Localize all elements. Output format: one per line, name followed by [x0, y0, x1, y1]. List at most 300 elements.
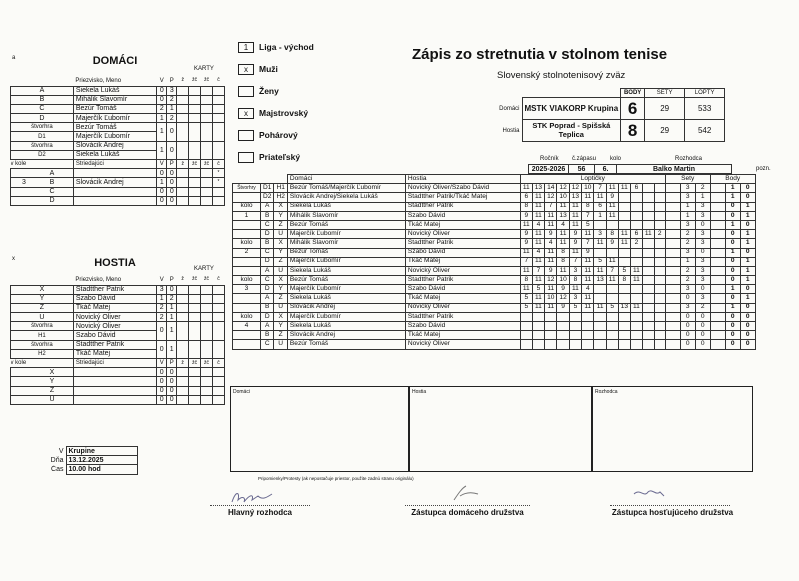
match-ball-score: 12	[557, 184, 569, 193]
match-away-sets: 0	[695, 220, 710, 229]
away-sub-slot: Y	[49, 377, 55, 385]
match-ball-score	[642, 294, 654, 303]
home-card-cell	[201, 169, 213, 178]
matches-header-away: Hostia	[405, 175, 520, 184]
away-card-cell	[201, 303, 213, 312]
home-sub-slot: B	[49, 178, 55, 186]
match-ball-score: 12	[545, 276, 557, 285]
match-ball-score	[618, 322, 630, 331]
match-away-sets: 0	[695, 331, 710, 340]
match-ball-score	[631, 285, 643, 294]
away-subs-p-label: P	[167, 359, 177, 368]
match-home-player: Slovácik Andrej	[287, 303, 405, 312]
match-home-point: 1	[725, 184, 740, 193]
match-ball-score: 7	[569, 257, 581, 266]
home-header-p: P	[169, 77, 174, 84]
option-label: Ženy	[259, 86, 279, 96]
home-card-cell	[213, 123, 225, 141]
away-doubles-losses: 1	[167, 340, 177, 358]
match-away-point: 1	[740, 266, 755, 275]
match-away-point: 0	[740, 340, 755, 349]
match-ball-score: 4	[532, 248, 544, 257]
match-ball-score: 12	[545, 193, 557, 202]
score-summary	[492, 88, 725, 142]
match-home-player: Bezúr Tomáš	[287, 220, 405, 229]
home-karty: KARTY	[194, 66, 214, 72]
match-ball-score: 11	[532, 202, 544, 211]
away-sub-wins: 0	[157, 368, 167, 377]
away-doubles-player1: Novický Oliver	[73, 322, 156, 331]
notes-home-label: Domáci	[233, 389, 250, 395]
home-team-name: MSTK VIAKORP Krupina	[522, 98, 621, 120]
away-header-p: P	[169, 276, 174, 283]
match-spacer	[710, 266, 725, 275]
match-away-slot: U	[274, 266, 287, 275]
match-ball-score: 4	[582, 285, 594, 294]
home-sub-slot-cell	[11, 187, 74, 196]
match-ball-score: 6	[631, 184, 643, 193]
match-ball-score: 11	[582, 230, 594, 239]
away-card-cell	[213, 294, 225, 303]
home-doubles-label: štvorhra	[11, 141, 74, 150]
match-home-slot: A	[261, 202, 274, 211]
away-sub-row	[11, 368, 225, 377]
option-label: Priateľský	[259, 152, 301, 162]
match-home-sets: 1	[680, 202, 695, 211]
match-ball-score: 11	[520, 248, 532, 257]
match-round: 4	[233, 322, 261, 331]
match-ball-score: 11	[545, 220, 557, 229]
match-ball-score: 11	[594, 193, 606, 202]
match-ball-score	[606, 331, 618, 340]
home-header-zc: žč	[192, 77, 198, 84]
matches-header-sets: Sety	[665, 175, 710, 184]
match-ball-score	[642, 239, 654, 248]
match-ball-score	[606, 294, 618, 303]
match-home-sets: 2	[680, 239, 695, 248]
match-ball-score: 11	[557, 230, 569, 239]
away-card-cell	[189, 303, 201, 312]
match-ball-score: 10	[557, 276, 569, 285]
away-sub-mark	[213, 395, 225, 404]
match-ball-score	[642, 322, 654, 331]
match-home-player: Slovácik Andrej/Siekela Lukáš	[287, 193, 405, 202]
home-card-cell	[189, 178, 201, 187]
match-home-slot: C	[261, 248, 274, 257]
notes-referee-box[interactable]	[592, 386, 753, 472]
away-player-wins: 1	[157, 294, 167, 303]
home-sub-row	[11, 196, 225, 205]
match-home-slot: D2	[261, 193, 274, 202]
match-away-point: 1	[740, 230, 755, 239]
away-player-slot: Z	[11, 303, 74, 312]
match-away-point: 1	[740, 211, 755, 220]
match-spacer	[710, 331, 725, 340]
match-ball-score: 11	[520, 184, 532, 193]
home-subs-v-label: V	[157, 160, 167, 169]
match-ball-score	[631, 331, 643, 340]
notes-home-box[interactable]	[230, 386, 409, 472]
match-spacer	[665, 331, 680, 340]
home-player-row	[11, 114, 225, 123]
away-player-row	[11, 303, 225, 312]
home-card-cell	[201, 95, 213, 104]
away-sub-losses: 0	[167, 377, 177, 386]
match-away-sets: 3	[695, 211, 710, 220]
away-subs-header	[11, 359, 225, 368]
match-ball-score: 9	[606, 239, 618, 248]
match-ball-score: 9	[557, 285, 569, 294]
away-rep-sig-label: Zástupca hosťujúceho družstva	[611, 508, 734, 517]
home-sub-slot: D	[49, 197, 55, 205]
home-sub-slot: C	[49, 188, 55, 196]
match-ball-score: 11	[582, 276, 594, 285]
away-player-name: Novický Oliver	[73, 313, 156, 322]
away-card-cell	[201, 377, 213, 386]
match-ball-score: 11	[631, 266, 643, 275]
match-away-player: Szabo Dávid	[405, 285, 520, 294]
match-away-slot: X	[274, 239, 287, 248]
away-header-v: V	[159, 276, 164, 283]
match-ball-score: 11	[642, 230, 654, 239]
home-card-cell	[213, 104, 225, 113]
match-ball-score: 13	[569, 193, 581, 202]
home-card-cell	[213, 86, 225, 95]
away-player-slot: X	[11, 285, 74, 294]
match-home-point: 0	[725, 312, 740, 321]
away-card-cell	[213, 322, 225, 340]
away-player-losses: 0	[167, 285, 177, 294]
away-player-slot: Y	[11, 294, 74, 303]
home-card-cell	[213, 141, 225, 159]
match-home-sets: 3	[680, 285, 695, 294]
match-ball-score: 11	[569, 202, 581, 211]
zapas-label: č.zápasu	[572, 156, 597, 162]
match-round: 2	[233, 248, 261, 257]
home-sub-slot-cell	[11, 196, 74, 205]
match-away-player: Stadtther Patrik	[405, 202, 520, 211]
match-ball-score	[642, 257, 654, 266]
match-spacer	[665, 294, 680, 303]
match-ball-score: 9	[569, 239, 581, 248]
match-row	[233, 294, 756, 303]
match-meta	[528, 164, 732, 174]
home-player-wins: 0	[157, 95, 167, 104]
rozhodca-label: Rozhodca	[675, 156, 703, 162]
match-home-slot: D	[261, 230, 274, 239]
match-spacer	[665, 202, 680, 211]
match-away-point: 0	[740, 322, 755, 331]
matches-header	[233, 175, 756, 184]
away-doubles-player1: Stadtther Patrik	[73, 340, 156, 349]
match-ball-score: 12	[569, 184, 581, 193]
home-header-zc2: žč	[204, 77, 210, 84]
match-spacer	[665, 340, 680, 349]
notes-away-label: Hostia	[412, 389, 427, 395]
home-sub-slot-cell	[11, 178, 74, 187]
match-home-slot: C	[261, 220, 274, 229]
match-ball-score: 11	[594, 239, 606, 248]
match-row	[233, 220, 756, 229]
home-player-name: Mihálik Slavomír	[73, 95, 156, 104]
match-ball-score	[642, 220, 654, 229]
away-sub-wins: 0	[157, 395, 167, 404]
away-card-cell	[189, 395, 201, 404]
match-home-slot: B	[261, 211, 274, 220]
match-home-slot: D	[261, 257, 274, 266]
home-card-cell	[177, 169, 189, 178]
match-ball-score	[631, 312, 643, 321]
match-away-slot: X	[274, 202, 287, 211]
match-round	[233, 303, 261, 312]
match-away-player: Szabo Dávid	[405, 211, 520, 220]
match-ball-score	[631, 294, 643, 303]
match-spacer	[665, 184, 680, 193]
match-ball-score	[642, 266, 654, 275]
match-ball-score	[594, 248, 606, 257]
kolo-label: kolo	[610, 156, 622, 162]
away-sub-row	[11, 395, 225, 404]
match-spacer	[710, 184, 725, 193]
match-away-point: 0	[740, 285, 755, 294]
home-card-cell	[177, 141, 189, 159]
home-card-cell	[201, 104, 213, 113]
match-home-point: 1	[725, 220, 740, 229]
home-player-name: Siekela Lukáš	[73, 86, 156, 95]
home-subs-zc-label: žč	[189, 160, 201, 169]
match-away-player: Szabo Dávid	[405, 248, 520, 257]
away-sub-mark	[213, 386, 225, 395]
match-away-sets: 0	[695, 322, 710, 331]
away-card-cell	[189, 377, 201, 386]
away-doubles-code: H2	[11, 349, 74, 358]
match-ball-score: 7	[582, 239, 594, 248]
home-subs-p-label: P	[167, 160, 177, 169]
match-home-point: 1	[725, 193, 740, 202]
option-checkbox[interactable]	[238, 152, 254, 163]
match-away-slot: Y	[274, 322, 287, 331]
match-ball-score	[569, 322, 581, 331]
match-ball-score: 8	[569, 276, 581, 285]
match-home-sets: 0	[680, 312, 695, 321]
match-ball-score: 11	[532, 276, 544, 285]
match-ball-score	[520, 312, 532, 321]
match-away-slot: X	[274, 312, 287, 321]
away-sub-row	[11, 386, 225, 395]
match-home-player: Bezúr Tomáš	[287, 276, 405, 285]
match-away-slot: H2	[274, 193, 287, 202]
referee-sig-line	[210, 505, 310, 506]
match-round: kolo	[233, 312, 261, 321]
home-doubles-row	[11, 141, 225, 150]
match-ball-score	[557, 340, 569, 349]
match-away-sets: 3	[695, 257, 710, 266]
home-doubles-code: D2	[11, 150, 74, 159]
match-ball-score: 11	[520, 266, 532, 275]
match-ball-score	[569, 312, 581, 321]
match-ball-score: 13	[594, 276, 606, 285]
home-subs-z-label: ž	[177, 160, 189, 169]
home-header-row	[11, 76, 225, 86]
match-spacer	[665, 220, 680, 229]
option-checkbox[interactable]	[238, 86, 254, 97]
match-ball-score: 8	[520, 276, 532, 285]
home-doubles-player1: Bezúr Tomáš	[73, 123, 156, 132]
match-ball-score	[642, 202, 654, 211]
away-sub-losses: 0	[167, 386, 177, 395]
away-doubles-row	[11, 322, 225, 331]
away-player-row	[11, 294, 225, 303]
home-card-cell	[189, 187, 201, 196]
match-spacer	[665, 312, 680, 321]
match-ball-score	[618, 193, 630, 202]
match-ball-score: 13	[557, 211, 569, 220]
match-row	[233, 211, 756, 220]
match-away-slot: Z	[274, 220, 287, 229]
home-player-row	[11, 95, 225, 104]
match-away-point: 1	[740, 202, 755, 211]
match-home-player: Siekela Lukáš	[287, 322, 405, 331]
match-ball-score	[654, 340, 665, 349]
matches-header-points: Body	[710, 175, 755, 184]
match-ball-score: 11	[520, 285, 532, 294]
away-player-losses: 2	[167, 294, 177, 303]
match-ball-score: 14	[545, 184, 557, 193]
home-card-cell	[213, 114, 225, 123]
match-ball-score: 5	[594, 257, 606, 266]
home-title: DOMÁCI	[92, 55, 138, 67]
away-card-cell	[201, 386, 213, 395]
match-away-sets: 3	[695, 276, 710, 285]
home-card-cell	[189, 86, 201, 95]
match-ball-score: 4	[545, 239, 557, 248]
match-away-slot: X	[274, 276, 287, 285]
home-balls: 533	[685, 98, 725, 120]
match-ball-score	[618, 294, 630, 303]
match-away-player: Stadtther Patrik	[405, 276, 520, 285]
match-spacer	[710, 340, 725, 349]
away-team-name: STK Poprad - Spišská Teplica	[522, 120, 621, 142]
home-card-cell	[177, 123, 189, 141]
home-sub-losses: 0	[167, 187, 177, 196]
away-doubles-label: štvorhra	[11, 340, 74, 349]
match-ball-score	[642, 331, 654, 340]
match-ball-score: 11	[582, 257, 594, 266]
home-sets: 29	[645, 98, 685, 120]
match-ball-score	[557, 312, 569, 321]
match-home-point: 0	[725, 239, 740, 248]
match-home-slot: A	[261, 294, 274, 303]
away-subs-name-label: Striedajúci	[73, 359, 156, 368]
away-sub-slot: X	[49, 368, 55, 376]
match-row	[233, 276, 756, 285]
match-round	[233, 294, 261, 303]
match-ball-score	[606, 340, 618, 349]
away-sub-mark	[213, 368, 225, 377]
match-round: kolo	[233, 202, 261, 211]
match-home-player: Bezúr Tomáš	[287, 340, 405, 349]
away-card-cell	[201, 285, 213, 294]
match-home-player: Siekela Lukáš	[287, 202, 405, 211]
match-away-point: 0	[740, 248, 755, 257]
match-ball-score: 11	[545, 257, 557, 266]
match-away-point: 0	[740, 184, 755, 193]
home-player-losses: 1	[167, 104, 177, 113]
match-ball-score: 10	[582, 184, 594, 193]
home-subs-header	[11, 160, 225, 169]
away-subs-v-label: V	[157, 359, 167, 368]
option-checkbox[interactable]	[238, 130, 254, 141]
option-checkbox[interactable]: x	[238, 64, 254, 75]
away-subs-zc2-label: žč	[201, 359, 213, 368]
home-doubles-wins: 1	[157, 141, 167, 159]
match-ball-score: 9	[582, 248, 594, 257]
home-player-losses: 3	[167, 86, 177, 95]
away-subs-z-label: ž	[177, 359, 189, 368]
match-ball-score: 11	[618, 230, 630, 239]
match-ball-score: 10	[557, 193, 569, 202]
match-ball-score	[642, 248, 654, 257]
match-ball-score: 7	[532, 266, 544, 275]
match-ball-score: 7	[594, 184, 606, 193]
home-header-name: Priezvisko, Meno	[75, 77, 122, 84]
notes-away-box[interactable]	[409, 386, 592, 472]
home-card-cell	[177, 114, 189, 123]
match-ball-score	[618, 248, 630, 257]
match-home-point: 0	[725, 331, 740, 340]
match-ball-score	[606, 220, 618, 229]
match-ball-score: 9	[520, 239, 532, 248]
home-player-name: Bezúr Tomáš	[73, 104, 156, 113]
home-label: Domáci	[499, 105, 520, 112]
match-ball-score: 8	[606, 230, 618, 239]
match-ball-score	[654, 276, 665, 285]
matches-table	[232, 174, 756, 350]
home-sub-mark	[213, 187, 225, 196]
away-card-cell	[189, 368, 201, 377]
match-ball-score	[654, 248, 665, 257]
away-sub-slot-cell	[11, 386, 74, 395]
match-ball-score	[618, 211, 630, 220]
away-player-name: Tkáč Matej	[73, 303, 156, 312]
home-sub-kolo: 3	[22, 178, 26, 186]
match-ball-score: 11	[545, 285, 557, 294]
match-home-point: 0	[725, 266, 740, 275]
match-away-point: 1	[740, 276, 755, 285]
away-card-cell	[189, 285, 201, 294]
match-home-point: 0	[725, 230, 740, 239]
option-checkbox[interactable]: 1	[238, 42, 254, 53]
match-ball-score: 11	[557, 266, 569, 275]
match-home-point: 0	[725, 211, 740, 220]
match-away-player: Novický Oliver	[405, 340, 520, 349]
match-ball-score: 6	[631, 230, 643, 239]
away-header-z: ž	[181, 276, 184, 283]
match-ball-score	[631, 220, 643, 229]
match-ball-score: 1	[594, 211, 606, 220]
away-card-cell	[177, 303, 189, 312]
match-ball-score	[520, 340, 532, 349]
away-sub-name	[73, 395, 156, 404]
match-ball-score: 8	[582, 202, 594, 211]
match-ball-score	[654, 184, 665, 193]
option-label: Liga - východ	[259, 42, 314, 52]
home-sub-name	[73, 196, 156, 205]
option-checkbox[interactable]: x	[238, 108, 254, 119]
away-sets: 29	[645, 120, 685, 142]
kolo-value: 6.	[595, 165, 617, 174]
match-ball-score	[532, 340, 544, 349]
